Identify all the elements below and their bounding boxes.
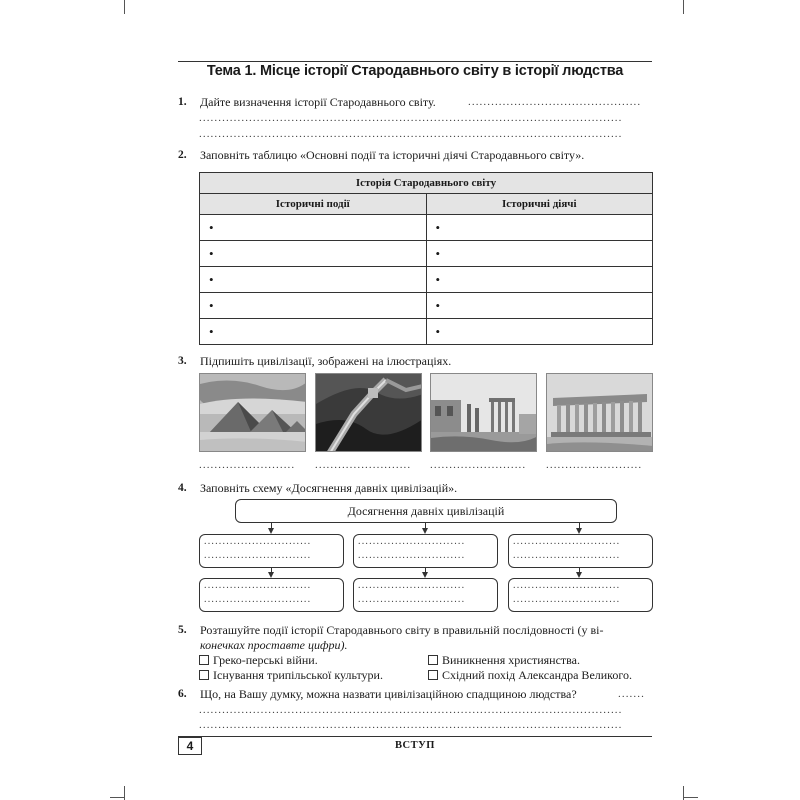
question-text: Підпишіть цивілізації, зображені на ілюстраціях. (200, 354, 452, 368)
scheme-answer-box[interactable] (199, 534, 344, 568)
event-label: Східний похід Александра Великого. (442, 668, 633, 682)
answer-dots: ............................. (513, 550, 621, 561)
answer-dots: ............................. (204, 580, 312, 591)
answer-dots: ............................. (513, 594, 621, 605)
parthenon-photo (546, 373, 653, 452)
checkbox[interactable] (199, 670, 209, 680)
scheme-title-box: Досягнення давніх цивілізацій (235, 499, 617, 523)
answer-dots: ............................. (358, 580, 466, 591)
event-checkbox-item[interactable] (199, 653, 318, 668)
checkbox[interactable] (428, 670, 438, 680)
answer-dots: ............................. (358, 536, 466, 547)
table-row (200, 241, 653, 267)
table-row (200, 319, 653, 345)
table-cell[interactable] (426, 293, 653, 319)
answer-dots[interactable]: .............................................................................................................. (199, 719, 623, 731)
checkbox[interactable] (199, 655, 209, 665)
question-number: 4. (178, 482, 187, 494)
question-text: Заповніть схему «Досягнення давніх цивілізацій». (200, 481, 458, 495)
table-cell[interactable] (426, 319, 653, 345)
event-label: Греко-перські війни. (213, 653, 318, 667)
crop-mark (124, 786, 125, 800)
bullet: • (209, 297, 214, 313)
pyramids-photo (199, 373, 306, 452)
question-number: 6. (178, 688, 187, 700)
table-row (200, 215, 653, 241)
event-checkbox-item[interactable] (428, 668, 632, 683)
event-label: Виникнення християнства. (442, 653, 580, 667)
event-checkbox-item[interactable] (199, 668, 383, 683)
caption-dots[interactable]: ......................... (546, 459, 643, 471)
answer-dots: ............................. (358, 594, 466, 605)
caption-dots[interactable]: ......................... (430, 459, 527, 471)
column-header-events: Історичні події (200, 194, 427, 215)
table-cell[interactable] (426, 215, 653, 241)
bullet: • (209, 323, 214, 339)
crop-mark (684, 797, 698, 798)
footer-rule (178, 736, 652, 737)
question-number: 2. (178, 149, 187, 161)
question-text: Заповніть таблицю «Основні події та історичні діячі Стародавнього світу». (200, 148, 585, 162)
table-cell[interactable] (426, 267, 653, 293)
crop-mark (124, 0, 125, 14)
section-label: ВСТУП (395, 740, 435, 751)
events-table (199, 172, 653, 345)
bullet: • (209, 271, 214, 287)
answer-dots[interactable]: ....... (618, 688, 645, 700)
answer-dots[interactable]: .............................................................................................................. (199, 128, 623, 140)
table-cell[interactable] (200, 319, 427, 345)
question-text: Розташуйте події історії Стародавнього світу в правильній послідовності (у ві- (200, 623, 604, 637)
answer-dots[interactable]: ............................................. (468, 96, 642, 108)
answer-dots[interactable]: .............................................................................................................. (199, 704, 623, 716)
answer-dots[interactable]: .............................................................................................................. (199, 112, 623, 124)
answer-dots: ............................. (204, 550, 312, 561)
event-checkbox-item[interactable] (428, 653, 580, 668)
great-wall-photo (315, 373, 422, 452)
answer-dots: ............................. (204, 536, 312, 547)
table-cell[interactable] (200, 267, 427, 293)
caption-dots[interactable]: ......................... (199, 459, 296, 471)
bullet: • (435, 245, 441, 261)
crop-mark (110, 797, 124, 798)
question-number: 3. (178, 355, 187, 367)
scheme-answer-box[interactable] (199, 578, 344, 612)
table-row (200, 267, 653, 293)
question-text: конечках проставте цифри). (200, 638, 348, 652)
page-number: 4 (178, 737, 202, 755)
table-cell[interactable] (200, 293, 427, 319)
answer-dots: ............................. (513, 536, 621, 547)
table-cell[interactable] (200, 241, 427, 267)
scheme-answer-box[interactable] (353, 534, 498, 568)
caption-dots[interactable]: ......................... (315, 459, 412, 471)
roman-forum-photo (430, 373, 537, 452)
crop-mark (683, 0, 684, 14)
table-caption: Історія Стародавнього світу (200, 173, 653, 194)
table-row (200, 293, 653, 319)
column-header-figures: Історичні діячі (426, 194, 653, 215)
answer-dots: ............................. (204, 594, 312, 605)
bullet: • (209, 219, 214, 235)
question-number: 5. (178, 624, 187, 636)
bullet: • (209, 245, 214, 261)
scheme-answer-box[interactable] (508, 534, 653, 568)
scheme-answer-box[interactable] (353, 578, 498, 612)
checkbox[interactable] (428, 655, 438, 665)
bullet: • (435, 219, 441, 235)
bullet: • (435, 323, 441, 339)
event-label: Існування трипільської культури. (213, 668, 383, 682)
table-cell[interactable] (200, 215, 427, 241)
title-rule (178, 61, 652, 62)
answer-dots: ............................. (513, 580, 621, 591)
bullet: • (435, 297, 441, 313)
scheme-answer-box[interactable] (508, 578, 653, 612)
answer-dots: ............................. (358, 550, 466, 561)
bullet: • (435, 271, 441, 287)
question-text: Дайте визначення історії Стародавнього світу. (200, 95, 436, 109)
page-title: Тема 1. Місце історії Стародавнього світу в історії людства (206, 63, 624, 79)
table-cell[interactable] (426, 241, 653, 267)
question-number: 1. (178, 96, 187, 108)
question-text: Що, на Вашу думку, можна назвати цивілізаційною спадщиною людства? (200, 687, 577, 701)
